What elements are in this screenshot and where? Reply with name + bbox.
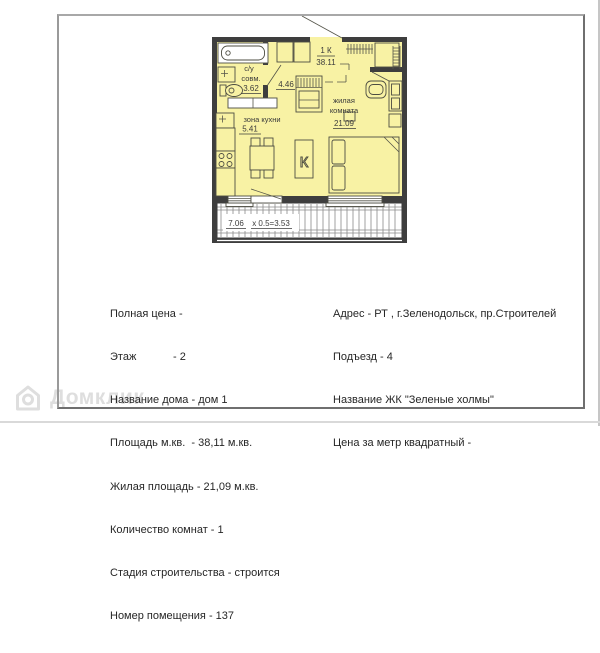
hall-area: 4.46 (278, 80, 294, 89)
living-label-2: комната (329, 106, 359, 115)
detail-line-price-per-m: Цена за метр квадратный - (333, 437, 472, 450)
balcony-width-label: 7.06 (228, 219, 244, 228)
detail-line-address: Адрес - РТ , г.Зеленодольск, пр.Строителей (333, 307, 557, 320)
floor-plan (205, 15, 415, 245)
living-area: 21.09 (333, 119, 355, 128)
watermark-house-icon (13, 383, 43, 413)
details-left (110, 278, 280, 653)
unit-type: 1 К (320, 46, 332, 55)
bathroom-area: 3.62 (243, 84, 259, 93)
details-right (333, 278, 556, 480)
detail-line-living-area: Жилая площадь - 21,09 м.кв. (110, 480, 259, 493)
bed (329, 137, 399, 193)
page-edge-bottom (0, 421, 600, 423)
unit-area: 38.11 (316, 58, 336, 67)
detail-line-total-area: Площадь м.кв. - 38,11 м.кв. (110, 437, 253, 450)
bathroom-label-1: с/у (244, 64, 254, 73)
detail-line-complex-name: Название ЖК "Зеленые холмы" (333, 394, 494, 407)
balcony-calc-label: х 0.5=3.53 (252, 219, 290, 228)
detail-line-unit-number: Номер помещения - 137 (110, 610, 235, 623)
watermark-text: Домклик (50, 386, 145, 409)
kitchen-label: зона кухни (243, 115, 281, 124)
tv-mark: К (299, 154, 309, 171)
leader-line (302, 16, 342, 38)
detail-line-rooms: Количество комнат - 1 (110, 523, 224, 536)
detail-line-full-price: Полная цена - (110, 307, 183, 320)
detail-line-house-name: Название дома - дом 1 (110, 394, 228, 407)
bathroom-label-2: совм. (241, 74, 261, 83)
detail-line-floor: Этаж - 2 (110, 351, 186, 364)
balcony (217, 203, 402, 238)
detail-line-stage: Стадия строительства - строится (110, 567, 280, 580)
kitchen-area: 5.41 (242, 124, 258, 134)
detail-line-entrance: Подъезд - 4 (333, 351, 393, 364)
living-label-1: жилая (333, 96, 355, 105)
dining-table (250, 146, 274, 170)
